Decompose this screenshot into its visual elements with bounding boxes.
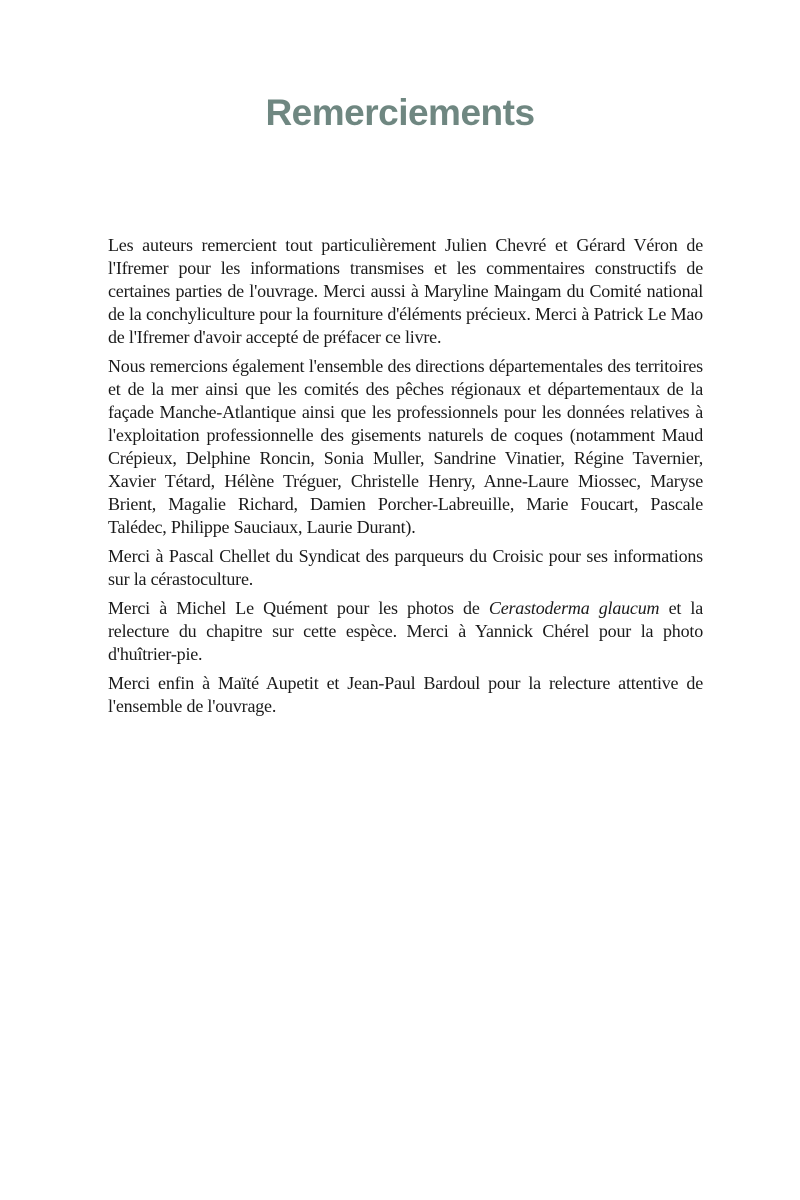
paragraph-proofreading-thanks: Merci enfin à Maïté Aupetit et Jean-Paul Bardoul pour la relecture attentive de l'ensemble de l'ouvrage. <box>108 673 703 716</box>
paragraph-text: et la relecture du chapitre sur cette espèce. Merci à Yannick Chérel pour la photo d'huîtrier-pie. <box>108 598 703 664</box>
acknowledgments-text <box>108 234 703 724</box>
paragraph-text: Merci à Michel Le Quément pour les photos de <box>108 598 489 618</box>
paragraph-authors-thanks: Les auteurs remercient tout particulièrement Julien Chevré et Gérard Véron de l'Ifremer pour les informations transmises et les commentaires constructifs de certaines parties de l'ouvrage. Merci aussi à Maryline Maingam du Comité national de la conchyliculture pour la fourniture d'éléments précieux. Merci à Patrick Le Mao de l'Ifremer d'avoir accepté de préfacer ce livre. <box>108 235 703 347</box>
paragraph-syndicat-thanks: Merci à Pascal Chellet du Syndicat des parqueurs du Croisic pour ses informations sur la cérastoculture. <box>108 546 703 589</box>
paragraph-administrations-thanks: Nous remercions également l'ensemble des directions départementales des territoires et de la mer ainsi que les comités des pêches régionaux et départementaux de la façade Manche-Atlantique ainsi que les professionnels pour les données relatives à l'exploitation professionnelle des gisements naturels de coques (notamment Maud Crépieux, Delphine Roncin, Sonia Muller, Sandrine Vinatier, Régine Tavernier, Xavier Tétard, Hélène Tréguer, Christelle Henry, Anne-Laure Miossec, Maryse Brient, Magalie Richard, Damien Porcher-Labreuille, Marie Foucart, Pascale Talédec, Philippe Sauciaux, Laurie Durant). <box>108 356 703 537</box>
paragraph-photos-thanks <box>108 597 703 666</box>
page-title: Remerciements <box>265 92 535 133</box>
species-name: Cerastoderma glaucum <box>488 598 660 618</box>
